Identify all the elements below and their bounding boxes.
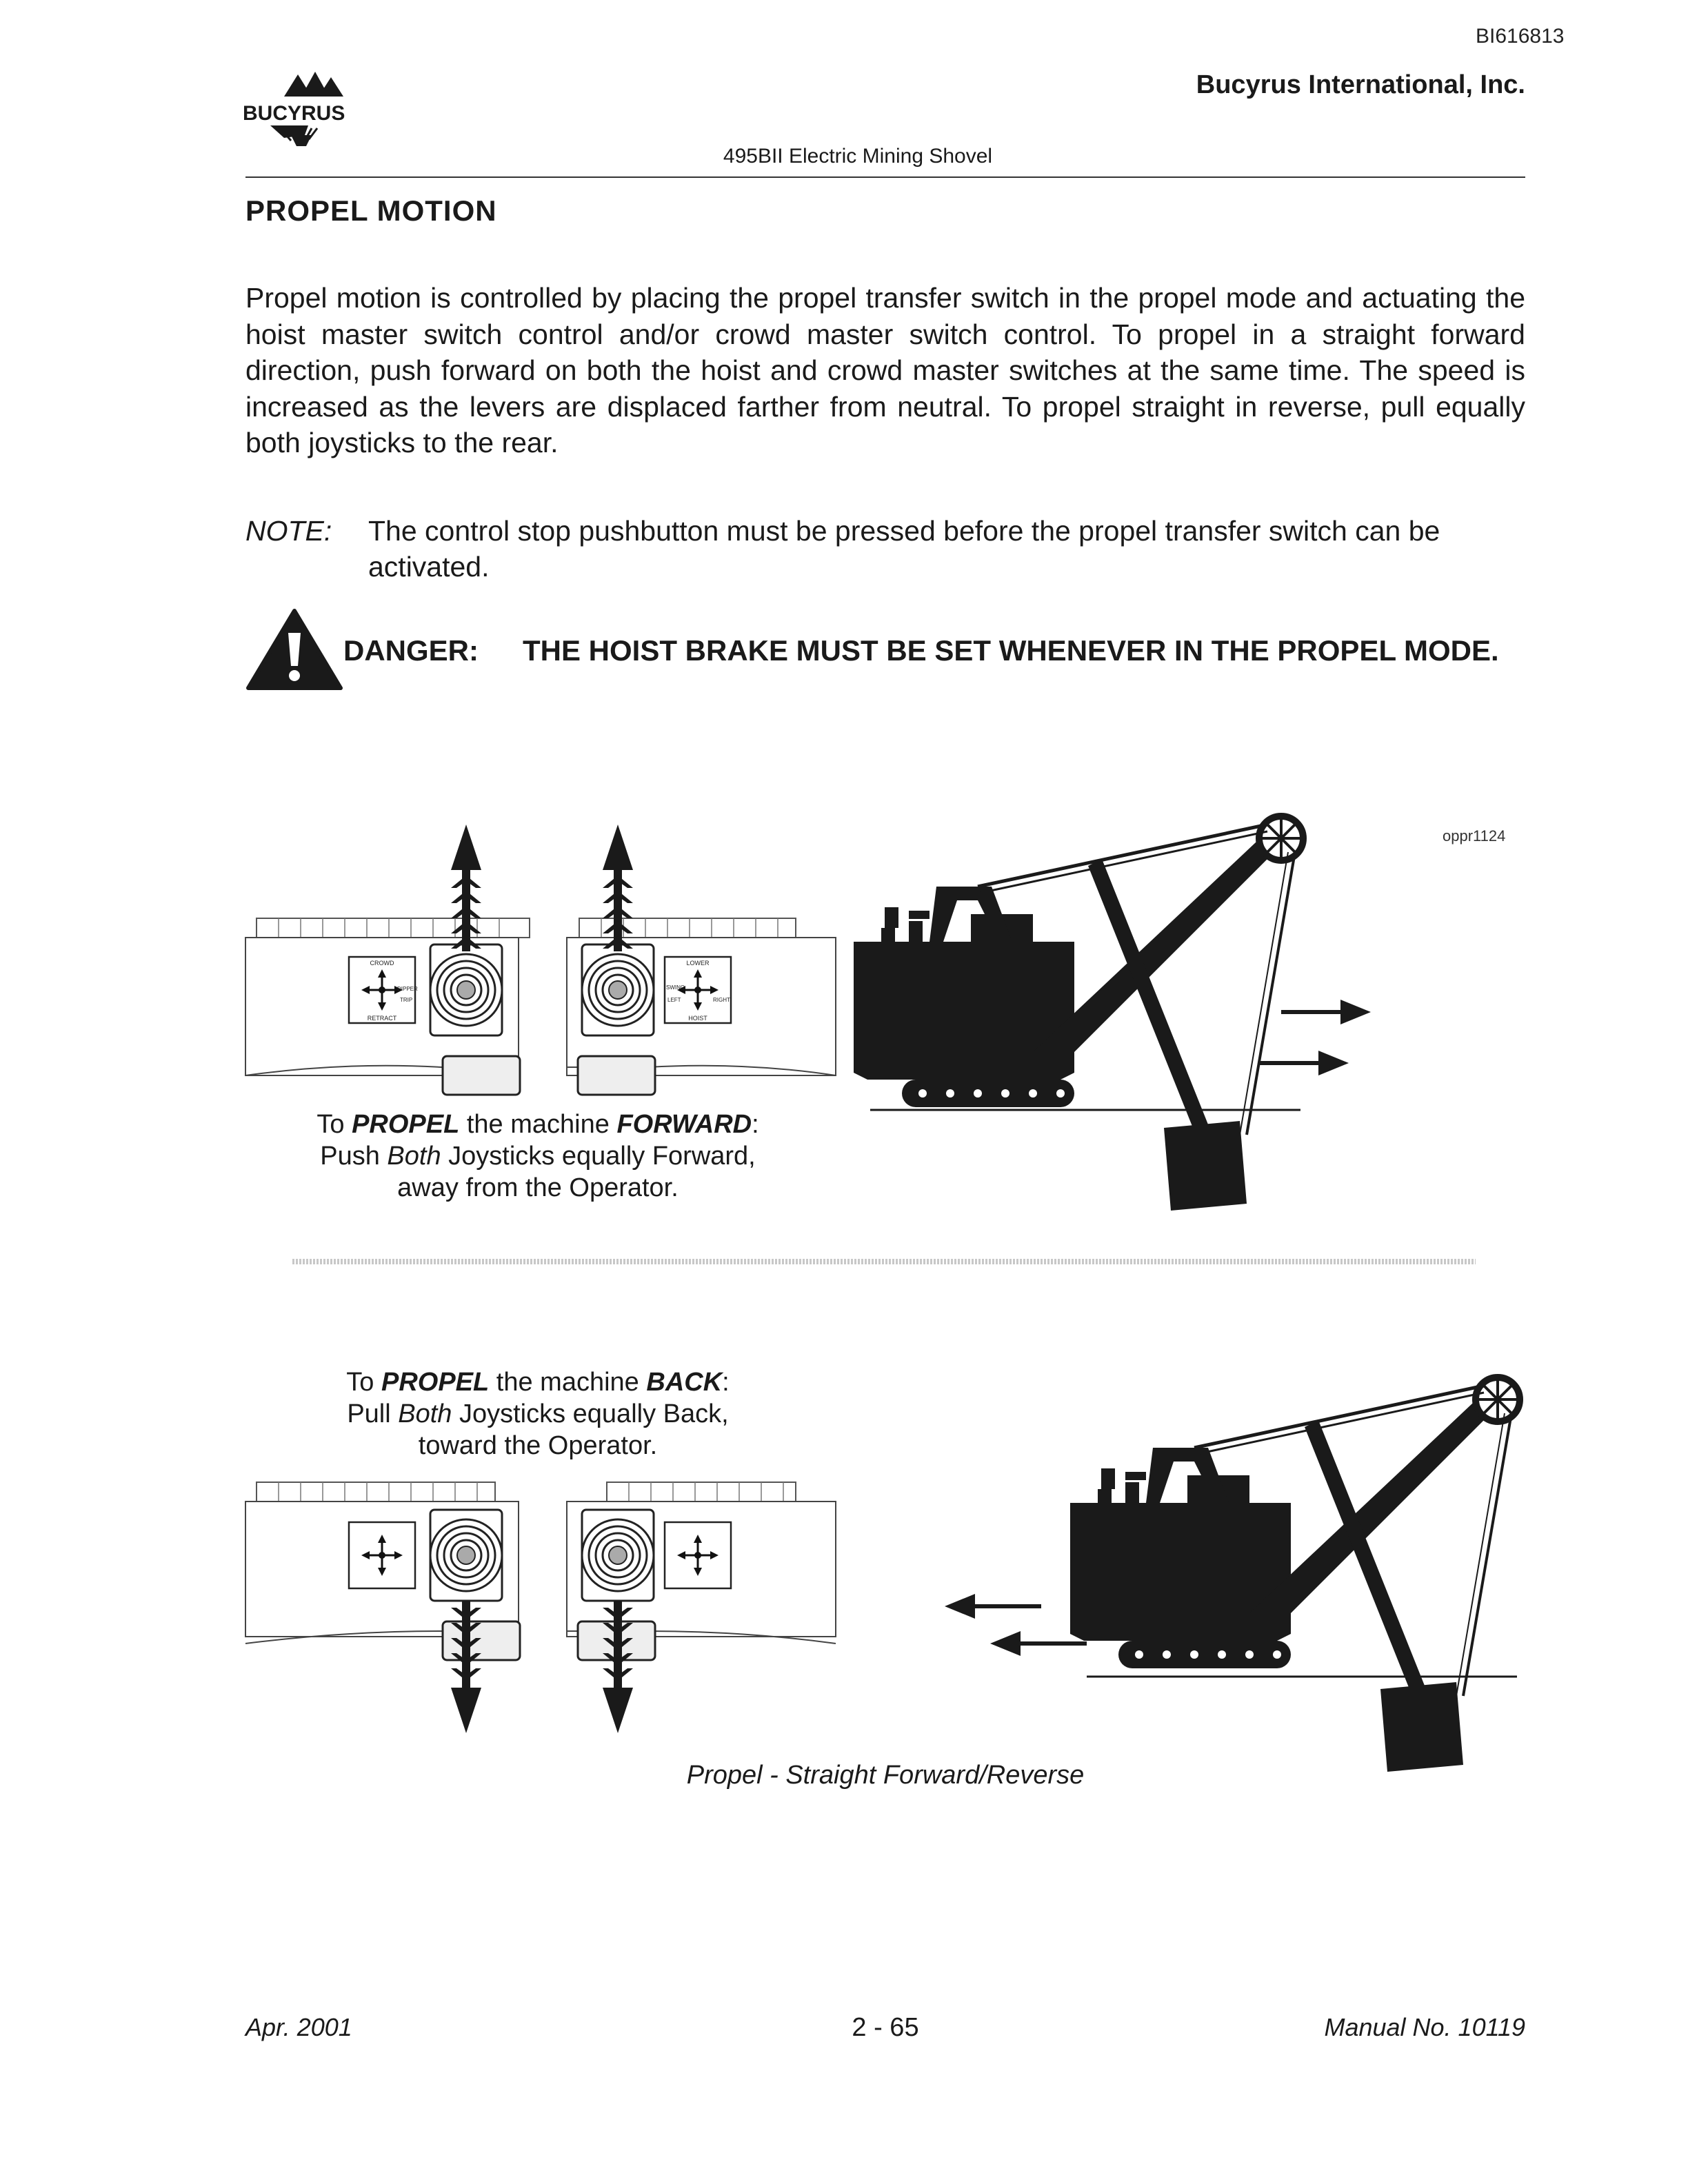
back-shovel-silhouette: [945, 1377, 1520, 1772]
footer-date: Apr. 2001: [245, 2013, 352, 2041]
forward-arrow-left: [451, 825, 481, 951]
section-divider: [292, 1259, 1476, 1264]
manual-number: Manual No. 10119: [1324, 2013, 1525, 2041]
forward-hoist-console: [567, 918, 836, 1095]
panel-label-retract: RETRACT: [367, 1015, 397, 1022]
back-caption: To PROPEL the machine BACK: Pull Both Joysticks equally Back, toward the Operator.: [346, 1368, 730, 1460]
danger-text: THE HOIST BRAKE MUST BE SET WHENEVER IN THE PROPEL MODE.: [523, 634, 1499, 667]
section-title: PROPEL MOTION: [245, 194, 497, 227]
panel-label-hoist: HOIST: [688, 1015, 707, 1022]
illustration-code: oppr1124: [1443, 827, 1506, 845]
panel-label-dipper: DIPPER: [397, 986, 418, 992]
back-hoist-console: [567, 1482, 836, 1660]
panel-label-left: LEFT: [667, 997, 681, 1003]
panel-label-trip: TRIP: [400, 997, 413, 1003]
panel-label-crowd: CROWD: [370, 960, 394, 967]
panel-label-swing: SWING: [666, 984, 685, 991]
panel-label-lower: LOWER: [686, 960, 710, 967]
note-text: The control stop pushbutton must be pressed before the propel transfer switch can be activated.: [368, 515, 1440, 583]
panel-label-right: RIGHT: [713, 997, 730, 1003]
page-number: 2 - 65: [852, 2013, 919, 2042]
body-paragraph: Propel motion is controlled by placing the propel transfer switch in the propel mode and actuating the hoist master switch control and/or crowd master switch control. To propel in a straight forward direction, push forward on both the hoist and crowd master switches at the same time. The speed is increased as the levers are displaced farther from neutral. To propel straight in reverse, pull equally both joysticks to the rear.: [245, 282, 1525, 458]
forward-arrow-right: [603, 825, 633, 951]
back-crowd-console: [245, 1482, 520, 1660]
document-subtitle: 495BII Electric Mining Shovel: [723, 145, 993, 168]
danger-label: DANGER:: [343, 634, 479, 667]
note-label: NOTE:: [245, 515, 332, 547]
forward-crowd-console: [245, 918, 530, 1095]
company-name: Bucyrus International, Inc.: [1196, 70, 1525, 99]
figure-caption: Propel - Straight Forward/Reverse: [686, 1761, 1085, 1790]
logo-text: BUCYRUS: [243, 102, 345, 125]
forward-shovel-silhouette: [854, 816, 1371, 1211]
forward-caption: To PROPEL the machine FORWARD: Push Both Joysticks equally Forward, away from the Operator.: [316, 1110, 759, 1202]
document-id: BI616813: [1476, 25, 1565, 48]
